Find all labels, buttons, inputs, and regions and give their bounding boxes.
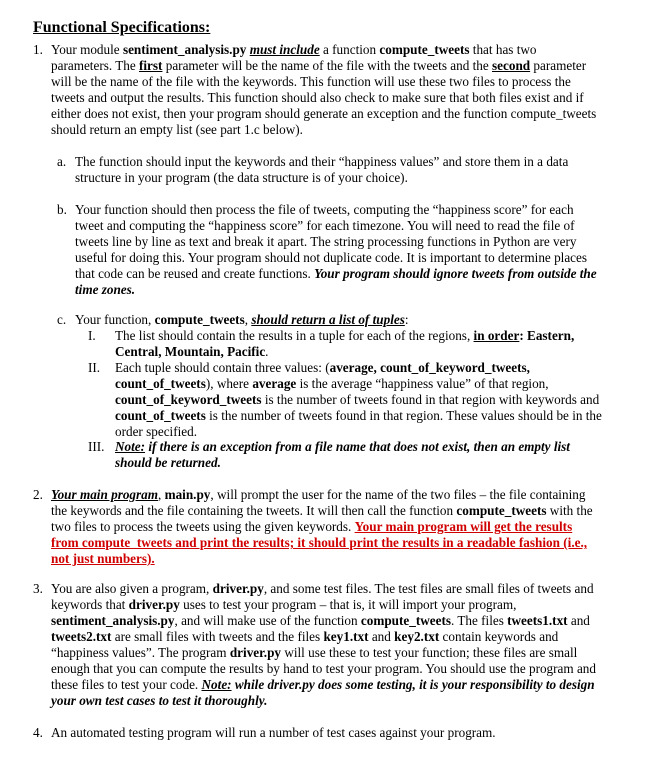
sub-item-b	[57, 202, 603, 298]
item-label: c.	[57, 312, 67, 327]
sub-item-c-i	[88, 328, 603, 360]
item-number: 1.	[33, 42, 43, 57]
item-label: II.	[88, 360, 101, 375]
item-label: b.	[57, 202, 67, 217]
item-text: Each tuple should contain three values: (average, count_of_keyword_tweets, count_of_tweets), where average is the average “happiness value” of that region, count_of_keyword_tweets is the number of tweets found in that region with keywords and count_of_tweets is the number of tweets found in that region. These values should be in the order specified.	[115, 360, 602, 439]
spec-item-1	[33, 42, 598, 138]
item-number: 2.	[33, 487, 43, 502]
spec-item-2	[33, 487, 603, 567]
sub-item-c	[57, 312, 603, 328]
item-label: a.	[57, 154, 67, 169]
item-text: Note: if there is an exception from a file name that does not exist, then an empty list should be returned.	[115, 439, 570, 470]
sub-item-c-iii	[88, 439, 603, 471]
sub-item-c-ii	[88, 360, 603, 440]
item-text: Your function, compute_tweets, should return a list of tuples:	[75, 312, 409, 327]
item-text: Your function should then process the file of tweets, computing the “happiness score” for each tweet and computing the “happiness score” for each timezone. You will need to read the file of tweets line by line as text and break it apart. The string processing functions in Python are very useful for doing this. Your program should not duplicate code. It is important to determine places that code can be reused and create functions. Your program should ignore tweets from outside the time zones.	[75, 202, 597, 297]
item-number: 4.	[33, 725, 43, 740]
spec-item-4	[33, 725, 603, 741]
item-number: 3.	[33, 581, 43, 596]
item-label: I.	[88, 328, 96, 343]
item-text: Your main program, main.py, will prompt the user for the name of the two files – the file containing the keywords and the file containing the tweets. It will then call the function compute_tweets with the two files to process the tweets using the given keywords. Your main program will get the results from compute_tweets and print the results; it should print the results in a readable fashion (i.e., not just numbers).	[51, 487, 593, 566]
spec-item-3	[33, 581, 603, 709]
item-text: Your module sentiment_analysis.py must include a function compute_tweets that has two parameters. The first parameter will be the name of the file with the tweets and the second parameter will be the name of the file with the keywords. This function will use these two files to process the tweets and output the results. This function should also check to make sure that both files exist and if either does not exist, then your program should generate an exception and the function compute_tweets should return an empty list (see part 1.c below).	[51, 42, 597, 137]
sub-item-a	[57, 154, 598, 186]
item-text: An automated testing program will run a number of test cases against your program.	[51, 725, 496, 740]
item-text: You are also given a program, driver.py, and some test files. The test files are small files of tweets and keywords that driver.py uses to test your program – that is, it will import your program, sentiment_analysis.py, and will make use of the function compute_tweets. The files tweets1.txt and tweets2.txt are small files with tweets and the files key1.txt and key2.txt contain keywords and “happiness values”. The program driver.py will use these to test your function; these files are small enough that you can compute the results by hand to test your program. You should use the program and these files to test your code. Note: while driver.py does some testing, it is your responsibility to design your own test cases to test it thoroughly.	[51, 581, 596, 708]
item-text: The function should input the keywords and their “happiness values” and store them in a data structure in your program (the data structure is of your choice).	[75, 154, 569, 185]
page-title: Functional Specifications:	[33, 19, 211, 36]
item-text: The list should contain the results in a tuple for each of the regions, in order: Eastern, Central, Mountain, Pacific.	[115, 328, 575, 359]
item-label: III.	[88, 439, 105, 454]
